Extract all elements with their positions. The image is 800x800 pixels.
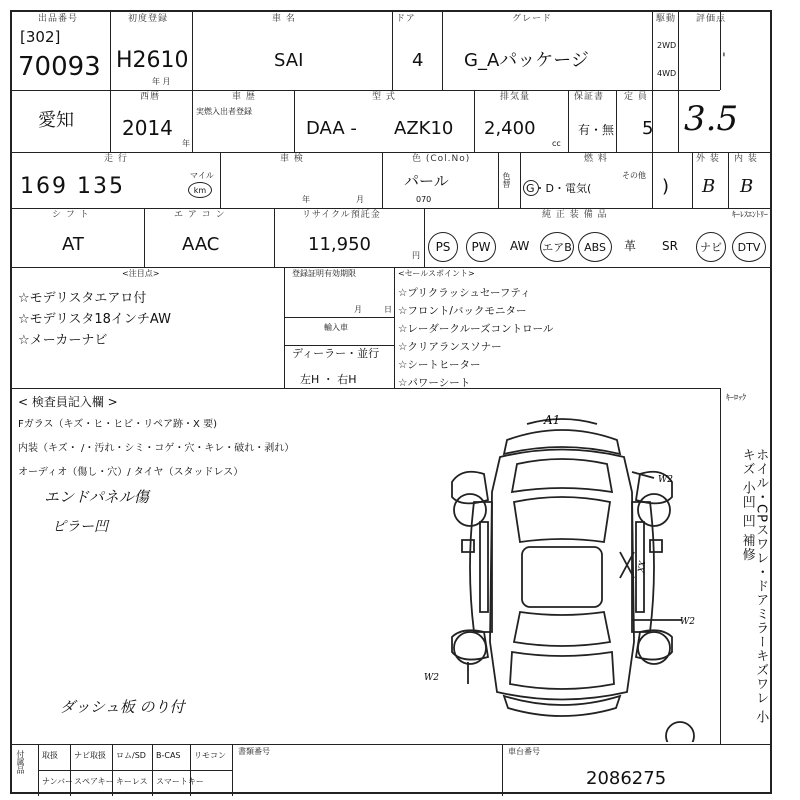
fuel-close: ) [662,176,670,197]
equipment-leather: 革 [624,239,637,253]
special-item: ☆モデリスタ18インチAW [18,312,171,327]
equipment-ps: PS [428,232,458,262]
record-month: 月 [354,305,362,314]
equipment-dtv: DTV [732,232,766,262]
ac-value: AAC [182,234,220,255]
special-list [18,288,171,351]
displacement-value: 2,400 [484,118,536,139]
shift-label: シ フ ト [52,210,90,220]
rating-label: 評価点 [696,14,727,24]
footer-cell: スペアキー [74,777,114,786]
type-value-1: DAA - [306,118,357,139]
handwritten-note-1: エンドパネル傷 [44,488,149,506]
inspection-title: < 検査員記入欄 > [18,395,118,409]
door-value: 4 [412,50,424,71]
special-item: ☆モデリスタエアロ付 [18,291,147,306]
reg-value: H2610 [116,48,189,73]
reg-label: 初度登録 [128,14,169,24]
type-value-2: AZK10 [394,118,454,139]
footer-cell: スマートキー [156,777,204,786]
footer-cell: B-CAS [156,751,181,760]
color-value: パール [404,172,449,190]
sales-item: ☆フロント/バックモニター [398,305,527,317]
grade-value: G_Aパッケージ [464,50,589,71]
footer-cell: 取扱 [42,751,58,760]
rating-value: 3.5 [684,99,739,139]
drive-4wd: 4WD [657,69,677,78]
sales-label: <セールスポイント> [398,269,475,278]
capacity-value: 5 [642,118,654,139]
import-value: ディーラー・並行 [292,347,380,360]
reg-unit: 年 月 [152,77,171,86]
exterior-value: B [702,176,716,197]
keyless-label: ｷｰﾚｽｴﾝﾄﾘｰ [732,210,768,219]
recycle-value: 11,950 [308,234,371,255]
doc-label: 書類番号 [238,747,270,756]
model-label: 車 名 [272,14,296,24]
recycle-unit: 円 [412,251,420,260]
year-label: 西暦 [140,92,161,102]
record-label: 登録証明有効期限 [292,269,356,278]
model-value: SAI [274,50,304,71]
mark-xx: XX [636,560,648,573]
equipment-sr: SR [662,239,678,253]
displacement-unit: cc [552,139,561,148]
drive-label: 駆動 [656,14,677,24]
equipment-abs: ABS [578,232,612,262]
mark-a1: A1 [544,413,561,427]
fuel-label: 燃 料 [584,154,608,164]
inspection-month: 月 [356,195,364,204]
vehicle-label: 車台番号 [508,747,540,756]
inspection-year: 年 [302,195,310,204]
sales-item: ☆レーダークルーズコントロール [398,323,554,335]
history-note: 実燃入出者登録 [196,107,252,116]
equipment-pw: PW [466,232,496,262]
inspection-line-3: オーディオ（傷し・穴）/ タイヤ（スタッドレス） [18,467,244,478]
inspection-line-2: 内装（キズ・ /・汚れ・シミ・コゲ・穴・キレ・破れ・剥れ） [18,443,295,454]
sales-item: ☆シートヒーター [398,359,481,371]
year-unit: 年 [182,139,190,148]
inspection-line-1: Fガラス（キズ・ヒ・ヒビ・リペア跡・X 要) [18,419,217,430]
car-diagram [422,402,702,742]
import-label: 輸入車 [324,323,348,332]
lot-number: 70093 [18,52,101,82]
year-value: 2014 [122,116,173,140]
special-item: ☆メーカーナビ [18,333,108,348]
equipment-navi: ナビ [696,232,726,262]
equipment-aw: AW [510,239,530,253]
sales-item: ☆プリクラッシュセーフティ [398,287,531,299]
handle-value: 左H ・ 右H [300,373,357,386]
shift-value: AT [62,234,84,255]
side-legend: ホイル・CPスワレ・ドアミラーキズワレ 小キズ 小凹 凹 補修 [739,448,769,725]
footer-side-label: 付属品 [16,750,25,774]
recycle-label: リサイクル預託金 [302,210,381,220]
color-label: 色 (Col.No) [412,154,471,164]
handwritten-note-3: ダッシュ板 のり付 [60,698,185,716]
footer-cell: キーレス [116,777,148,786]
mileage-label: 走 行 [104,154,128,164]
grade-label: グレード [512,14,553,24]
keylock-label: ｷｰﾛｯｸ [726,393,746,402]
mark-w2-left: W2 [424,673,439,683]
mark-w2-rear: W2 [680,617,695,627]
mark-w2-front: W2 [658,475,673,485]
fuel-other: その他 [622,171,646,180]
sales-item: ☆パワーシート [398,377,471,389]
exterior-label: 外 装 [696,154,720,164]
door-label: ドア [396,14,416,24]
displacement-label: 排気量 [500,92,531,102]
footer-cell: ロム/SD [116,751,146,760]
inspection-label: 車 検 [280,154,304,164]
warranty-label: 保証書 [574,92,605,102]
color-code: 070 [416,195,432,204]
record-day: 日 [384,305,392,314]
interior-value: B [740,176,754,197]
drive-2wd: 2WD [657,41,677,50]
lot-label: 出品番号 [38,14,79,24]
equipment-airbag: エアB [540,232,574,262]
vehicle-number: 2086275 [586,768,667,789]
mileage-stamp: km [188,182,212,198]
sales-item: ☆クリアランスソナー [398,341,502,353]
footer-cell: ナンバー [42,777,74,786]
auction-sheet [10,10,772,794]
mileage-value: 169 135 [20,174,125,199]
mileage-unit: マイル [190,171,214,180]
interior-label: 内 装 [734,154,758,164]
capacity-label: 定 員 [624,92,648,102]
rating-small: ' [722,51,726,67]
type-label: 型 式 [372,92,396,102]
region-value: 愛知 [38,110,74,131]
ac-label: エ ア コ ン [174,210,226,220]
footer-cell: ナビ取扱 [74,751,106,760]
footer-cell: リモコン [194,751,226,760]
color-change-label: 色替 [502,172,511,188]
fuel-value: G・D・電気( [526,182,592,195]
sales-list [398,284,553,392]
history-label: 車 歴 [232,92,256,102]
equipment-label: 純 正 装 備 品 [542,210,608,220]
special-label: <注目点> [122,269,160,278]
handwritten-note-2: ピラー凹 [52,519,108,535]
lot-sub: [302] [20,28,61,46]
warranty-value: 有・無 [578,123,615,137]
